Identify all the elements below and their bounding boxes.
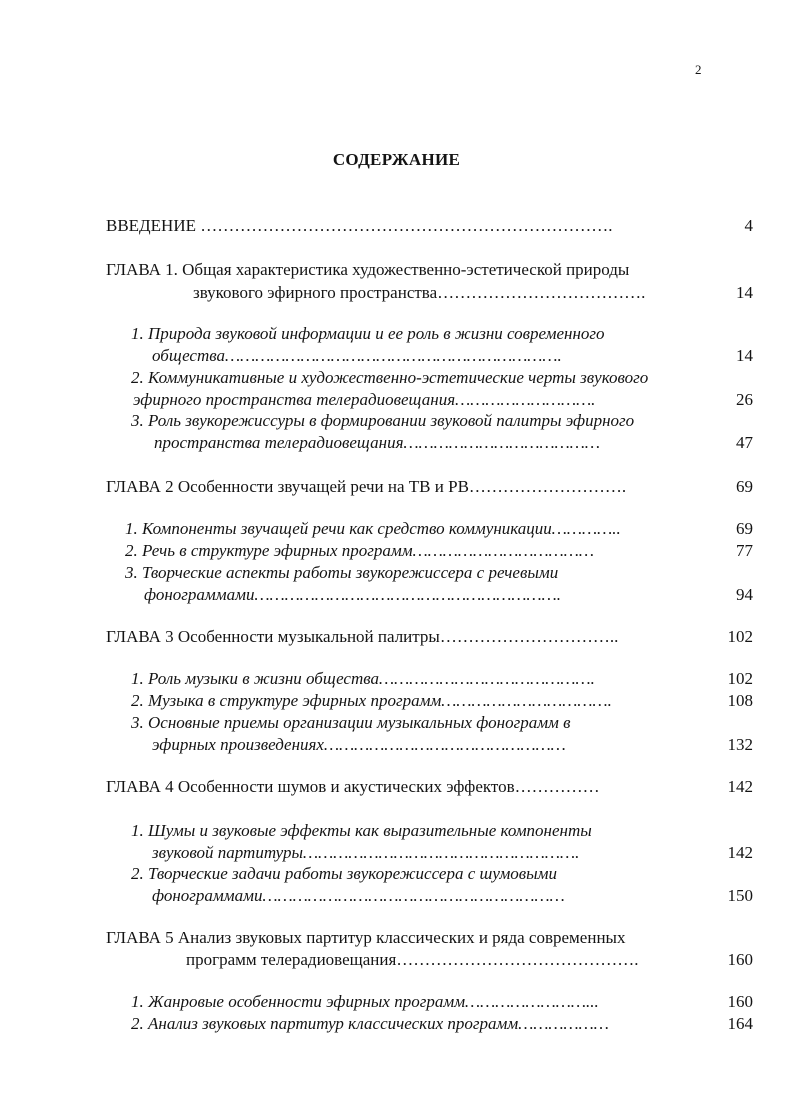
toc-section-5-2-page: 164 [727, 1014, 753, 1033]
toc-section-2-1-page: 69 [736, 519, 753, 538]
toc-chapter-2: ГЛАВА 2 Особенности звучащей речи на ТВ и РВ………………………. [106, 477, 627, 496]
toc-section-2-2: 2. Речь в структуре эфирных программ……………………………… [125, 541, 594, 560]
toc-section-4-2-line-1: 2. Творческие задачи работы звукорежиссера с шумовыми [131, 864, 558, 883]
toc-section-5-2: 2. Анализ звуковых партитур классических программ……………… [131, 1014, 609, 1033]
toc-section-4-1-line-2: звуковой партитуры………………………………………………. [152, 843, 580, 862]
toc-section-2-3-line-2: фонограммами……………………………………………………. [144, 585, 562, 604]
toc-section-3-2: 2. Музыка в структуре эфирных программ……………………………. [131, 691, 612, 710]
toc-section-5-1: 1. Жанровые особенности эфирных программ……………………... [131, 992, 599, 1011]
toc-section-4-1-page: 142 [727, 843, 753, 862]
toc-section-1-3-line-1: 3. Роль звукорежиссуры в формировании звуковой палитры эфирного [131, 411, 635, 430]
toc-chapter-2-page: 69 [736, 477, 753, 496]
toc-section-1-2-page: 26 [736, 390, 753, 409]
page-number: 2 [695, 62, 702, 77]
toc-chapter-5-line-2: программ телерадиовещания……………………………………. [186, 950, 639, 969]
toc-section-2-3-line-1: 3. Творческие аспекты работы звукорежиссера с речевыми [125, 563, 559, 582]
toc-chapter-1-page: 14 [736, 283, 753, 302]
toc-chapter-5-page: 160 [727, 950, 753, 969]
toc-section-1-1-page: 14 [736, 346, 753, 365]
toc-section-3-2-page: 108 [727, 691, 753, 710]
toc-chapter-5-line-1: ГЛАВА 5 Анализ звуковых партитур классических и ряда современных [106, 928, 626, 947]
toc-chapter-3: ГЛАВА 3 Особенности музыкальной палитры………………………….. [106, 627, 619, 646]
toc-chapter-1-line-2: звукового эфирного пространства………………………………. [193, 283, 646, 302]
toc-chapter-3-page: 102 [727, 627, 753, 646]
toc-chapter-4-page: 142 [727, 777, 753, 796]
toc-intro-page: 4 [744, 216, 753, 235]
toc-section-1-2-line-2: эфирного пространства телерадиовещания………………………. [133, 390, 596, 409]
toc-section-1-1-line-1: 1. Природа звуковой информации и ее роль в жизни современного [131, 324, 605, 343]
page-title: СОДЕРЖАНИЕ [332, 150, 461, 169]
toc-chapter-4: ГЛАВА 4 Особенности шумов и акустических эффектов…………… [106, 777, 600, 796]
toc-section-1-1-line-2: общества…………………………………………………………. [152, 346, 562, 365]
toc-section-2-1: 1. Компоненты звучащей речи как средство коммуникации………….. [125, 519, 621, 538]
toc-section-3-3-page: 132 [727, 735, 753, 754]
toc-section-1-3-line-2: пространства телерадиовещания………………………………… [154, 433, 600, 452]
toc-section-3-3-line-1: 3. Основные приемы организации музыкальных фонограмм в [131, 713, 571, 732]
toc-chapter-1-line-1: ГЛАВА 1. Общая характеристика художественно-эстетической природы [106, 260, 630, 279]
toc-section-3-1: 1. Роль музыки в жизни общества……………………………………. [131, 669, 595, 688]
toc-section-4-2-line-2: фонограммами…………………………………………………… [152, 886, 565, 905]
toc-section-2-2-page: 77 [736, 541, 753, 560]
toc-section-4-2-page: 150 [727, 886, 753, 905]
toc-intro: ВВЕДЕНИЕ ………………………………………………………………. [106, 216, 613, 235]
toc-section-1-2-line-1: 2. Коммуникативные и художественно-эстетические черты звукового [131, 368, 649, 387]
toc-section-1-3-page: 47 [736, 433, 753, 452]
toc-section-4-1-line-1: 1. Шумы и звуковые эффекты как выразительные компоненты [131, 821, 592, 840]
toc-section-2-3-page: 94 [736, 585, 753, 604]
toc-section-3-3-line-2: эфирных произведениях………………………………………… [152, 735, 566, 754]
toc-section-5-1-page: 160 [727, 992, 753, 1011]
toc-section-3-1-page: 102 [727, 669, 753, 688]
